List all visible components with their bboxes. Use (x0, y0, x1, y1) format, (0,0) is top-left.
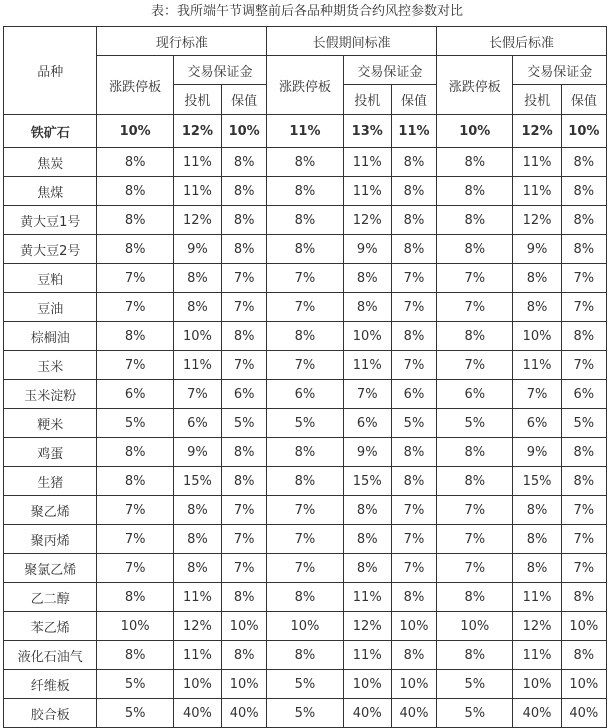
value-cell: 7% (561, 525, 606, 554)
value-cell: 7% (97, 293, 173, 322)
table-row (4, 235, 607, 264)
value-cell: 8% (391, 438, 436, 467)
value-cell: 7% (391, 264, 436, 293)
table-row (4, 206, 607, 235)
value-cell: 8% (561, 583, 606, 612)
value-cell: 8% (173, 496, 221, 525)
value-cell: 11% (343, 641, 391, 670)
value-cell: 7% (391, 496, 436, 525)
value-cell: 8% (561, 322, 606, 351)
value-cell: 7% (391, 554, 436, 583)
value-cell: 7% (391, 351, 436, 380)
value-cell: 7% (97, 554, 173, 583)
value-cell: 7% (97, 525, 173, 554)
value-cell: 8% (173, 293, 221, 322)
table-row (4, 380, 607, 409)
value-cell: 11% (513, 583, 561, 612)
value-cell: 8% (267, 438, 343, 467)
header-hedge: 保值 (222, 85, 267, 115)
value-cell: 10% (222, 612, 267, 641)
value-cell: 5% (437, 670, 513, 699)
value-cell: 8% (437, 438, 513, 467)
header-product: 品种 (4, 27, 97, 115)
value-cell: 9% (513, 235, 561, 264)
value-cell: 6% (267, 380, 343, 409)
value-cell: 8% (437, 467, 513, 496)
value-cell: 8% (513, 554, 561, 583)
value-cell: 12% (513, 612, 561, 641)
value-cell: 8% (437, 322, 513, 351)
value-cell: 8% (267, 322, 343, 351)
value-cell: 40% (561, 699, 606, 728)
value-cell: 8% (561, 641, 606, 670)
value-cell: 40% (343, 699, 391, 728)
value-cell: 7% (97, 264, 173, 293)
value-cell: 7% (561, 264, 606, 293)
value-cell: 7% (267, 554, 343, 583)
value-cell: 8% (222, 148, 267, 177)
product-name-cell: 黄大豆2号 (4, 235, 97, 264)
value-cell: 10% (343, 670, 391, 699)
value-cell: 10% (561, 115, 606, 148)
table-row (4, 496, 607, 525)
value-cell: 8% (222, 235, 267, 264)
product-name-cell: 聚氯乙烯 (4, 554, 97, 583)
value-cell: 8% (267, 467, 343, 496)
risk-parameter-table (3, 26, 607, 728)
value-cell: 7% (173, 380, 221, 409)
value-cell: 8% (173, 264, 221, 293)
table-row (4, 409, 607, 438)
value-cell: 7% (222, 264, 267, 293)
value-cell: 5% (267, 699, 343, 728)
value-cell: 8% (97, 206, 173, 235)
value-cell: 10% (97, 612, 173, 641)
value-cell: 11% (343, 148, 391, 177)
value-cell: 8% (267, 148, 343, 177)
product-name-cell: 豆油 (4, 293, 97, 322)
value-cell: 8% (343, 264, 391, 293)
value-cell: 11% (267, 115, 343, 148)
value-cell: 6% (222, 380, 267, 409)
value-cell: 5% (97, 670, 173, 699)
value-cell: 8% (513, 525, 561, 554)
value-cell: 5% (222, 409, 267, 438)
value-cell: 7% (222, 293, 267, 322)
product-name-cell: 生猪 (4, 467, 97, 496)
header-limit: 涨跌停板 (97, 56, 173, 115)
value-cell: 10% (437, 612, 513, 641)
value-cell: 8% (513, 264, 561, 293)
value-cell: 12% (343, 206, 391, 235)
product-name-cell: 聚丙烯 (4, 525, 97, 554)
value-cell: 10% (561, 612, 606, 641)
value-cell: 8% (267, 177, 343, 206)
value-cell: 10% (391, 670, 436, 699)
value-cell: 7% (561, 293, 606, 322)
value-cell: 5% (561, 409, 606, 438)
value-cell: 10% (173, 322, 221, 351)
value-cell: 8% (391, 583, 436, 612)
value-cell: 7% (222, 351, 267, 380)
product-name-cell: 乙二醇 (4, 583, 97, 612)
value-cell: 5% (267, 409, 343, 438)
table-row (4, 293, 607, 322)
value-cell: 6% (97, 380, 173, 409)
value-cell: 10% (343, 322, 391, 351)
value-cell: 7% (437, 554, 513, 583)
value-cell: 7% (97, 351, 173, 380)
value-cell: 8% (97, 148, 173, 177)
value-cell: 11% (173, 177, 221, 206)
product-name-cell: 鸡蛋 (4, 438, 97, 467)
value-cell: 8% (437, 177, 513, 206)
header-group-current: 现行标准 (97, 27, 267, 56)
value-cell: 12% (343, 612, 391, 641)
value-cell: 10% (222, 115, 267, 148)
header-limit: 涨跌停板 (437, 56, 513, 115)
value-cell: 8% (437, 235, 513, 264)
value-cell: 10% (391, 612, 436, 641)
header-row-1 (4, 27, 607, 56)
value-cell: 10% (437, 115, 513, 148)
value-cell: 12% (513, 115, 561, 148)
value-cell: 12% (173, 206, 221, 235)
value-cell: 8% (391, 148, 436, 177)
value-cell: 5% (391, 409, 436, 438)
table-row (4, 525, 607, 554)
table-row (4, 554, 607, 583)
value-cell: 6% (343, 409, 391, 438)
value-cell: 8% (267, 206, 343, 235)
value-cell: 9% (173, 438, 221, 467)
value-cell: 8% (561, 177, 606, 206)
value-cell: 8% (222, 641, 267, 670)
value-cell: 12% (513, 206, 561, 235)
value-cell: 7% (437, 496, 513, 525)
value-cell: 8% (97, 322, 173, 351)
value-cell: 40% (173, 699, 221, 728)
value-cell: 5% (267, 670, 343, 699)
value-cell: 10% (561, 670, 606, 699)
value-cell: 40% (513, 699, 561, 728)
value-cell: 7% (561, 554, 606, 583)
table-row (4, 612, 607, 641)
value-cell: 40% (222, 699, 267, 728)
value-cell: 8% (391, 235, 436, 264)
table-row (4, 670, 607, 699)
value-cell: 7% (561, 351, 606, 380)
value-cell: 5% (437, 409, 513, 438)
value-cell: 11% (343, 177, 391, 206)
product-name-cell: 焦炭 (4, 148, 97, 177)
value-cell: 8% (391, 641, 436, 670)
value-cell: 8% (222, 467, 267, 496)
value-cell: 6% (513, 409, 561, 438)
value-cell: 8% (173, 525, 221, 554)
value-cell: 9% (173, 235, 221, 264)
value-cell: 8% (561, 467, 606, 496)
table-row (4, 322, 607, 351)
table-row (4, 148, 607, 177)
value-cell: 6% (437, 380, 513, 409)
value-cell: 8% (513, 496, 561, 525)
value-cell: 7% (267, 525, 343, 554)
product-name-cell: 豆粕 (4, 264, 97, 293)
value-cell: 8% (222, 322, 267, 351)
value-cell: 7% (391, 293, 436, 322)
header-spec: 投机 (343, 85, 391, 115)
table-row (4, 467, 607, 496)
table-row (4, 351, 607, 380)
value-cell: 11% (173, 148, 221, 177)
table-row (4, 264, 607, 293)
value-cell: 11% (173, 351, 221, 380)
table-row (4, 641, 607, 670)
value-cell: 6% (173, 409, 221, 438)
value-cell: 10% (513, 322, 561, 351)
product-name-cell: 铁矿石 (4, 115, 97, 148)
value-cell: 12% (173, 612, 221, 641)
header-group-holiday: 长假期间标准 (267, 27, 437, 56)
value-cell: 11% (513, 641, 561, 670)
table-row (4, 115, 607, 148)
value-cell: 7% (222, 554, 267, 583)
value-cell: 8% (222, 438, 267, 467)
value-cell: 8% (97, 438, 173, 467)
value-cell: 8% (437, 641, 513, 670)
value-cell: 8% (391, 322, 436, 351)
value-cell: 7% (437, 293, 513, 322)
value-cell: 8% (391, 467, 436, 496)
value-cell: 6% (391, 380, 436, 409)
value-cell: 10% (267, 612, 343, 641)
value-cell: 8% (267, 583, 343, 612)
value-cell: 8% (437, 148, 513, 177)
value-cell: 8% (222, 177, 267, 206)
value-cell: 8% (513, 293, 561, 322)
value-cell: 40% (391, 699, 436, 728)
value-cell: 7% (561, 496, 606, 525)
value-cell: 8% (267, 641, 343, 670)
product-name-cell: 苯乙烯 (4, 612, 97, 641)
table-row (4, 583, 607, 612)
value-cell: 15% (343, 467, 391, 496)
value-cell: 10% (222, 670, 267, 699)
value-cell: 8% (222, 206, 267, 235)
value-cell: 7% (267, 351, 343, 380)
value-cell: 11% (513, 177, 561, 206)
value-cell: 11% (513, 148, 561, 177)
value-cell: 7% (437, 525, 513, 554)
value-cell: 11% (343, 583, 391, 612)
product-name-cell: 胶合板 (4, 699, 97, 728)
value-cell: 10% (513, 670, 561, 699)
product-name-cell: 棕榈油 (4, 322, 97, 351)
value-cell: 8% (97, 583, 173, 612)
product-name-cell: 粳米 (4, 409, 97, 438)
product-name-cell: 聚乙烯 (4, 496, 97, 525)
value-cell: 8% (173, 554, 221, 583)
value-cell: 11% (173, 641, 221, 670)
value-cell: 8% (97, 177, 173, 206)
table-row (4, 438, 607, 467)
value-cell: 8% (343, 496, 391, 525)
value-cell: 8% (343, 554, 391, 583)
value-cell: 7% (391, 525, 436, 554)
table-caption: 表：我所端午节调整前后各品种期货合约风控参数对比 (150, 4, 463, 19)
value-cell: 8% (561, 438, 606, 467)
header-spec: 投机 (173, 85, 221, 115)
value-cell: 6% (561, 380, 606, 409)
value-cell: 7% (222, 496, 267, 525)
value-cell: 8% (561, 235, 606, 264)
header-group-after: 长假后标准 (437, 27, 607, 56)
value-cell: 7% (222, 525, 267, 554)
value-cell: 8% (561, 148, 606, 177)
value-cell: 7% (267, 293, 343, 322)
product-name-cell: 黄大豆1号 (4, 206, 97, 235)
value-cell: 9% (513, 438, 561, 467)
value-cell: 5% (437, 699, 513, 728)
value-cell: 7% (97, 496, 173, 525)
product-name-cell: 玉米 (4, 351, 97, 380)
value-cell: 11% (173, 583, 221, 612)
value-cell: 8% (222, 583, 267, 612)
value-cell: 7% (437, 351, 513, 380)
value-cell: 8% (437, 583, 513, 612)
product-name-cell: 纤维板 (4, 670, 97, 699)
value-cell: 10% (173, 670, 221, 699)
value-cell: 7% (437, 264, 513, 293)
value-cell: 9% (343, 235, 391, 264)
header-margin: 交易保证金 (173, 56, 266, 85)
table-row (4, 177, 607, 206)
value-cell: 15% (173, 467, 221, 496)
value-cell: 7% (267, 264, 343, 293)
value-cell: 8% (343, 293, 391, 322)
value-cell: 11% (513, 351, 561, 380)
value-cell: 8% (97, 235, 173, 264)
header-margin: 交易保证金 (343, 56, 436, 85)
value-cell: 5% (97, 699, 173, 728)
value-cell: 8% (267, 235, 343, 264)
value-cell: 8% (97, 467, 173, 496)
value-cell: 11% (391, 115, 436, 148)
table-row (4, 699, 607, 728)
value-cell: 7% (513, 380, 561, 409)
value-cell: 11% (343, 351, 391, 380)
value-cell: 10% (97, 115, 173, 148)
header-limit: 涨跌停板 (267, 56, 343, 115)
header-margin: 交易保证金 (513, 56, 607, 85)
product-name-cell: 玉米淀粉 (4, 380, 97, 409)
value-cell: 9% (343, 438, 391, 467)
value-cell: 12% (173, 115, 221, 148)
value-cell: 8% (561, 206, 606, 235)
value-cell: 8% (391, 206, 436, 235)
value-cell: 8% (343, 525, 391, 554)
value-cell: 15% (513, 467, 561, 496)
value-cell: 13% (343, 115, 391, 148)
value-cell: 5% (97, 409, 173, 438)
value-cell: 7% (267, 496, 343, 525)
header-hedge: 保值 (391, 85, 436, 115)
header-spec: 投机 (513, 85, 561, 115)
value-cell: 7% (343, 380, 391, 409)
header-hedge: 保值 (561, 85, 606, 115)
value-cell: 8% (391, 177, 436, 206)
value-cell: 8% (97, 641, 173, 670)
value-cell: 8% (437, 206, 513, 235)
product-name-cell: 液化石油气 (4, 641, 97, 670)
product-name-cell: 焦煤 (4, 177, 97, 206)
